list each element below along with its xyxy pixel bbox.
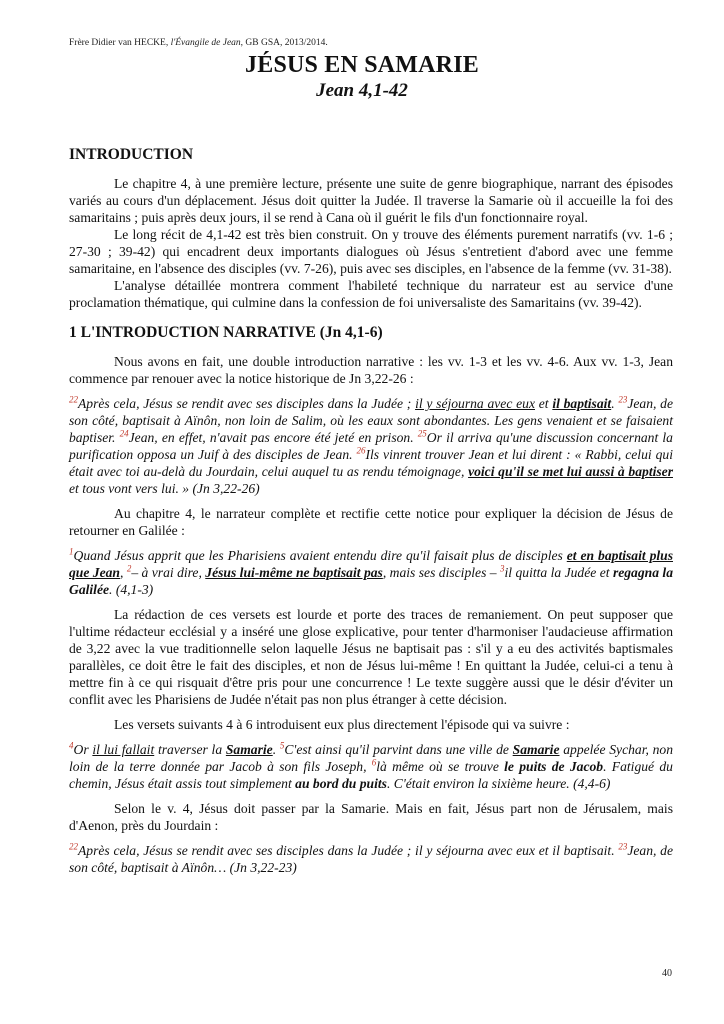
quote-text: Après cela, Jésus se rendit avec ses disciples dans la Judée ; il y séjourna avec eux et il baptisait. — [78, 843, 619, 858]
quote-text: Or il arriva qu'une discussion concernant la purification opposa un Juif à des disciples de Jean. — [69, 430, 673, 462]
verse-number: 3 — [500, 563, 505, 574]
page-title: JÉSUS EN SAMARIE — [245, 52, 479, 78]
verse-number: 23 — [618, 394, 628, 405]
section1-paragraph-4: Les versets suivants 4 à 6 introduisent eux plus directement l'épisode qui va suivre : — [114, 717, 570, 732]
quote-text: et tous vont vers lui. » (Jn 3,22-26) — [69, 481, 260, 496]
quote-text: . (4,1-3) — [109, 582, 154, 597]
quote-text: , — [120, 565, 127, 580]
quote-text: Jean, en effet, n'avait pas encore été jeté en prison. — [128, 430, 418, 445]
page-subtitle: Jean 4,1-42 — [316, 80, 408, 101]
verse-number: 23 — [618, 841, 628, 852]
quote-text: Quand Jésus apprit que les Pharisiens avaient entendu dire qu'il faisait plus de disciples — [73, 548, 567, 563]
quote-text: traverser la — [154, 742, 226, 757]
verse-number: 1 — [69, 546, 74, 557]
section1-heading: 1 L'INTRODUCTION NARRATIVE (Jn 4,1-6) — [69, 324, 383, 341]
quote-text: Jean, de son côté, baptisait à Aïnôn, non loin de Salim, où les eaux sont abondantes. Les gens venaient et se faisaient baptiser. — [69, 396, 673, 445]
quote-text: . — [611, 396, 619, 411]
verse-number: 4 — [69, 740, 74, 751]
verse-number: 25 — [417, 428, 427, 439]
quote-emphasis: et en baptisait plus que Jean — [69, 548, 673, 580]
quote-text: Or — [73, 742, 93, 757]
verse-number: 22 — [69, 394, 78, 405]
quote-text: là même où se trouve — [376, 759, 505, 774]
scripture-quote-jn4-1-3 — [69, 547, 673, 598]
quote-text: – à vrai dire, — [131, 565, 206, 580]
quote-text: et — [535, 396, 553, 411]
verse-number: 26 — [356, 445, 366, 456]
quote-text: . Fatigué du chemin, Jésus était assis tout simplement — [69, 759, 673, 791]
verse-number: 2 — [126, 563, 132, 574]
header-note — [69, 38, 328, 48]
quote-text: C'est ainsi qu'il parvint dans une ville de — [284, 742, 513, 757]
quote-emphasis: voici qu'il se met lui aussi à baptiser — [468, 464, 673, 479]
quote-underlined: il y séjourna avec eux — [415, 396, 535, 411]
quote-underlined: il lui fallait — [92, 742, 155, 757]
main-content — [69, 145, 673, 876]
quote-text: Après cela, Jésus se rendit avec ses disciples dans la Judée ; — [78, 396, 416, 411]
header-work-title: l'Évangile de Jean — [170, 38, 241, 48]
quote-emphasis: le puits de Jacob — [504, 759, 604, 774]
verse-number: 22 — [69, 841, 78, 852]
intro-paragraph-3: L'analyse détaillée montrera comment l'habileté technique du narrateur est au service d'une proclamation thématique, qui culmine dans la confession de foi universaliste des Samaritains (vv. 39-42). — [69, 278, 673, 310]
quote-emphasis: il baptisait — [552, 396, 612, 411]
section1-paragraph-3: La rédaction de ces versets est lourde et porte des traces de remaniement. On peut supposer que l'ultime rédacteur ecclésial y a inséré une glose explicative, pour tenter d'harmoniser l'audacieuse affirmation de 3,22 avec la vue traditionnelle selon laquelle Jésus ne baptisait pas : s'il y a eu des activités baptismales parallèles, ce doit être le fait des disciples, et non de Jésus lui-même ! En quittant la Judée, celui-ci a tenu à mettre fin à ce qui risquait d'être pris pour une concurrence ! Le texte suggère aussi que le désir d'éviter un conflit avec les Pharisiens de Judée n'était pas non plus étranger à cette décision. — [69, 607, 673, 707]
verse-number: 5 — [279, 740, 285, 751]
scripture-quote-jn3 — [69, 395, 673, 497]
quote-emphasis: Samarie — [512, 742, 560, 757]
header-course: , GB GSA, 2013/2014. — [240, 38, 328, 48]
quote-text: , mais ses disciples – — [382, 565, 500, 580]
scripture-quote-jn4-4-6 — [69, 741, 673, 792]
quote-emphasis: Samarie — [225, 742, 273, 757]
page-number: 40 — [662, 968, 672, 979]
section1-paragraph-2: Au chapitre 4, le narrateur complète et rectifie cette notice pour expliquer la décision de Jésus de retourner en Galilée : — [69, 506, 673, 538]
quote-text: . C'était environ la sixième heure. (4,4-6) — [386, 776, 611, 791]
quote-text: Jean, de son côté, baptisait à Aïnôn… (Jn 3,22-23) — [69, 843, 673, 875]
intro-paragraph-2: Le long récit de 4,1-42 est très bien construit. On y trouve des éléments purement narratifs (vv. 1-6 ; 27-30 ; 39-42) qui encadrent deux importants dialogues où Jésus s'entretient d'abord avec une femme samaritaine, en l'absence des disciples (vv. 7-26), puis avec ses disciples, en l'absence de la femme (vv. 31-38). — [69, 227, 673, 276]
verse-number: 24 — [119, 428, 129, 439]
section1-paragraph-5: Selon le v. 4, Jésus doit passer par la Samarie. Mais en fait, Jésus part non de Jérusalem, mais d'Aenon, près du Jourdain : — [69, 801, 673, 833]
introduction-heading: INTRODUCTION — [69, 146, 194, 163]
quote-text: il quitta la Judée et — [504, 565, 613, 580]
header-author: Frère Didier van HECKE, — [69, 38, 171, 48]
quote-emphasis: au bord du puits — [295, 776, 387, 791]
quote-text: appelée Sychar, non loin de la terre donnée par Jacob à son fils Joseph, — [69, 742, 674, 774]
quote-text: Ils vinrent trouver Jean et lui dirent : « Rabbi, celui qui était avec toi au-delà du Jourdain, celui auquel tu as rendu témoignage, — [69, 447, 673, 479]
quote-emphasis: regagna la Galilée — [69, 565, 673, 597]
verse-number: 6 — [371, 757, 377, 768]
scripture-quote-jn3-22-23 — [69, 842, 673, 876]
section1-paragraph-1: Nous avons en fait, une double introduction narrative : les vv. 1-3 et les vv. 4-6. Aux vv. 1-3, Jean commence par renouer avec la notice historique de Jn 3,22-26 : — [69, 354, 673, 386]
quote-emphasis: Jésus lui-même ne baptisait pas — [205, 565, 383, 580]
quote-text: . — [272, 742, 280, 757]
intro-paragraph-1: Le chapitre 4, à une première lecture, présente une suite de genre biographique, narrant des épisodes variés au cours d'un déplacement. Jésus doit quitter la Judée. Il traverse la Samarie où il accueille la foi des samaritains ; puis après deux jours, il se rend à Cana où il guérit le fils d'un fonctionnaire royal. — [69, 176, 673, 225]
